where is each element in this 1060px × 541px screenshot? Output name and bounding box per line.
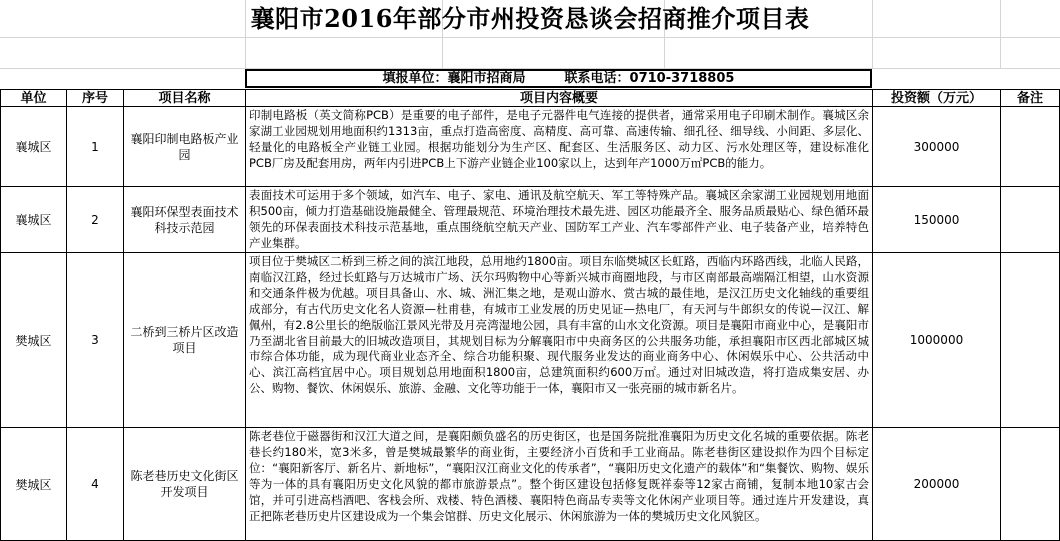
table-row-desc: 项目位于樊城区二桥到三桥之间的滨江地段，总用地约1800亩。项目东临樊城区长虹路，西临内环路西线，北临人民路，南临汉江路，经过长虹路与万达城市广场、沃尔玛购物中心等新兴城市商圈地段，与市区南部最高端隔江相望，山水资源和交通条件极为优越。项目具备山、水、城、洲汇集之地，是观山游水、赏古城的最佳地，是汉江历史文化轴线的重要组成部分，有古代历史文化名人资源—杜甫巷，有城市工业发展的历史见证—热电厂，有天河与牛郎织女的传说—汉江、解佩州，有2.8公里长的绝版临江景风光带及月亮湾湿地公园，具有丰富的山水文化资源。项目是襄阳市商业中心，是襄阳市乃至湖北省目前最大的旧城改造项目，其规划目标为分解襄阳市中央商务区的公共服务功能，承担襄阳市区西北部城区城市综合体功能，成为现代商业业态齐全、综合功能积聚、现代服务业发达的商业商务中心、休闲娱乐中心、公共活动中心、滨江高档宜居中心。项目规划总用地面积1800亩，总建筑面积约600万㎡。通过对旧城改造，将打造成集安居、办公、购物、餐饮、休闲娱乐、旅游、金融、文化等功能于一体，襄阳市又一张亮丽的城市新名片。 [245, 252, 872, 427]
table-row-desc: 表面技术可运用于多个领域，如汽车、电子、家电、通讯及航空航天、军工等特殊产品。襄城区余家湖工业园规划用地面积500亩，倾力打造基础设施最健全、管理最规范、环境治理技术最先进、园区功能最齐全、服务品质最贴心、绿色循环最领先的环保表面技术科技示范基地，重点围绕航空航天产业、国防军工产业、汽车零部件产业、电子装备产业，培养特色产业集群。 [245, 186, 872, 252]
header-name: 项目名称 [123, 89, 245, 106]
table-row-desc: 印制电路板（英文简称PCB）是重要的电子部件，是电子元器件电气连接的提供者，通常采用电子印刷术制作。襄城区余家湖工业园规划用地面积约1313亩，重点打造高密度、高精度、高可靠、高速传输、细孔径、细导线、小间距、多层化、轻量化的电路板全产业链工业园。根据功能划分为生产区、配套区、生活服务区、动力区、污水处理区等，建设标准化PCB厂房及配套用房，两年内引进PCB上下游产业链企业100家以上，达到年产1000万㎡PCB的能力。 [245, 106, 872, 186]
header-seq: 序号 [66, 89, 123, 106]
table-row-seq: 3 [66, 252, 123, 427]
table-row-seq: 4 [66, 427, 123, 541]
table-row-name: 二桥到三桥片区改造项目 [123, 252, 245, 427]
sheet-title: 襄阳市2016年部分市州投资恳谈会招商推介项目表 [250, 4, 810, 33]
header-desc: 项目内容概要 [245, 89, 872, 106]
table-row-note [1000, 106, 1060, 186]
table-row-unit: 樊城区 [0, 252, 66, 427]
table-row-amount: 150000 [872, 186, 1000, 252]
gridline [0, 37, 1060, 38]
table-row-amount: 1000000 [872, 252, 1000, 427]
table-row-unit: 襄城区 [0, 186, 66, 252]
table-row-note [1000, 252, 1060, 427]
table-row-desc: 陈老巷位于磁器街和汉江大道之间，是襄阳颇负盛名的历史街区，也是国务院批准襄阳为历史文化名城的重要依据。陈老巷长约180米，宽3米多，曾是樊城最繁华的商业街，主要经济小百货和手工业商品。陈老巷街区建设拟作为四个目标定位：“襄阳新客厅、新名片、新地标”，“襄阳汉江商业文化的传承者”，“襄阳历史文化遗产的载体”和“集餐饮、购物、娱乐等为一体的具有襄阳历史文化风貌的都市旅游景点”。整个街区建设包括修复既祥泰等12家古商铺，复制本地10家古会馆，并可引进高档酒吧、客栈会所、戏楼、特色酒楼、襄阳特色商品专卖等文化休闲产业项目等。通过连片开发建设，真正把陈老巷历史片区建设成为一个集会馆群、历史文化展示、休闲旅游为一体的樊城历史文化风貌区。 [245, 427, 872, 541]
table-row-note [1000, 427, 1060, 541]
table-row-seq: 2 [66, 186, 123, 252]
table-row-unit: 樊城区 [0, 427, 66, 541]
table-row-name: 陈老巷历史文化街区开发项目 [123, 427, 245, 541]
fill-info: 填报单位：襄阳市招商局 联系电话：0710-3718805 [245, 69, 872, 88]
header-amount: 投资额（万元） [872, 89, 1000, 106]
table-row-note [1000, 186, 1060, 252]
header-note: 备注 [1000, 89, 1060, 106]
table-row-name: 襄阳印制电路板产业园 [123, 106, 245, 186]
header-unit: 单位 [0, 89, 66, 106]
table-row-unit: 襄城区 [0, 106, 66, 186]
table-row-name: 襄阳环保型表面技术科技示范园 [123, 186, 245, 252]
table-row-amount: 200000 [872, 427, 1000, 541]
table-row-seq: 1 [66, 106, 123, 186]
table-row-amount: 300000 [872, 106, 1000, 186]
